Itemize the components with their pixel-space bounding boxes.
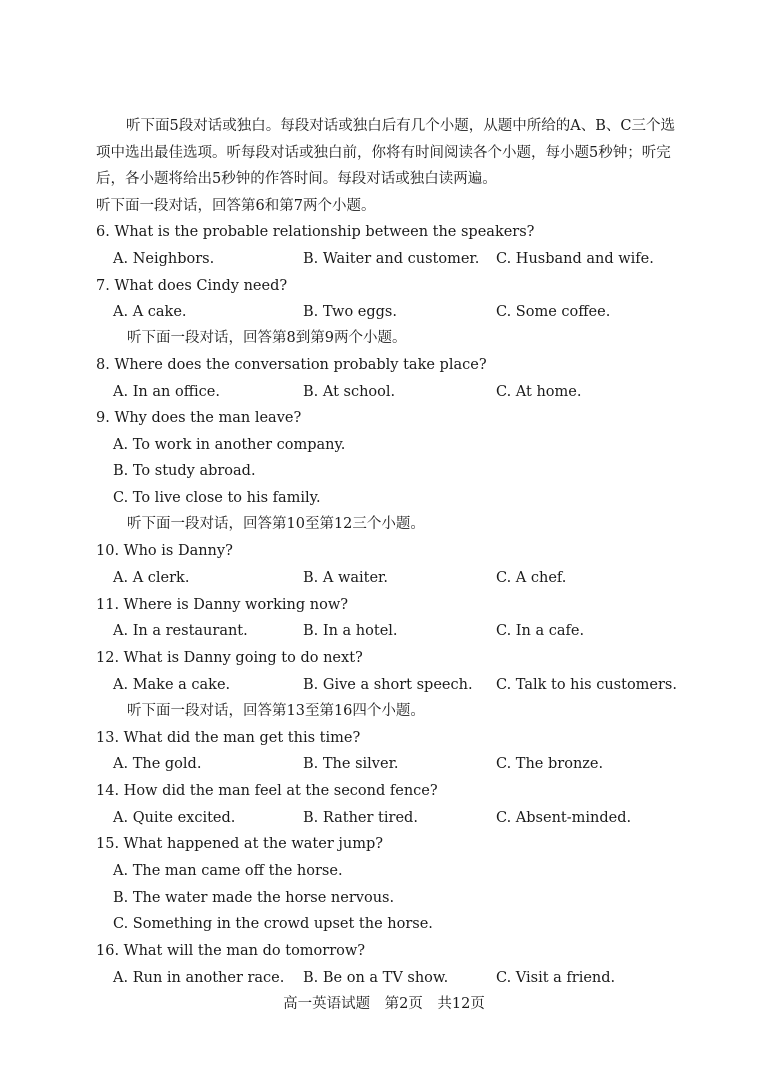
q7-option-b: B. Two eggs. xyxy=(303,304,397,320)
q11-option-c: C. In a cafe. xyxy=(496,623,585,639)
q9-option-b: B. To study abroad. xyxy=(113,463,256,479)
question-15: 15. What happened at the water jump? xyxy=(96,836,384,852)
q11-option-b: B. In a hotel. xyxy=(303,623,398,639)
q12-option-b: B. Give a short speech. xyxy=(303,677,473,693)
q16-option-c: C. Visit a friend. xyxy=(496,970,616,986)
question-16: 16. What will the man do tomorrow? xyxy=(96,943,366,959)
question-12: 12. What is Danny going to do next? xyxy=(96,650,363,666)
question-14: 14. How did the man feel at the second fence? xyxy=(96,783,438,799)
q12-option-a: A. Make a cake. xyxy=(113,677,231,693)
question-13: 13. What did the man get this time? xyxy=(96,730,361,746)
q6-option-a: A. Neighbors. xyxy=(113,251,215,267)
question-10: 10. Who is Danny? xyxy=(96,543,233,559)
q8-option-a: A. In an office. xyxy=(113,384,220,400)
section-heading-3: 听下面一段对话，回答第10至第12三个小题。 xyxy=(127,516,425,532)
q7-option-a: A. A cake. xyxy=(113,304,187,320)
q9-option-c: C. To live close to his family. xyxy=(113,490,321,506)
q10-option-a: A. A clerk. xyxy=(113,570,190,586)
question-7: 7. What does Cindy need? xyxy=(96,278,288,294)
q13-option-c: C. The bronze. xyxy=(496,756,604,772)
q10-option-b: B. A waiter. xyxy=(303,570,389,586)
page-footer: 高一英语试题 第2页 共12页 xyxy=(283,996,485,1012)
question-8: 8. Where does the conversation probably take place? xyxy=(96,357,487,373)
q9-option-a: A. To work in another company. xyxy=(113,437,346,453)
question-9: 9. Why does the man leave? xyxy=(96,410,302,426)
q15-option-b: B. The water made the horse nervous. xyxy=(113,890,395,906)
q13-option-b: B. The silver. xyxy=(303,756,399,772)
q10-option-c: C. A chef. xyxy=(496,570,567,586)
instructions-paragraph: 听下面5段对话或独白。每段对话或独白后有几个小题，从题中所给的A、B、C三个选项中选出最佳选项。听每段对话或独白前，你将有时间阅读各个小题，每小题5秒钟；听完后，各小题将给出5秒钟的作答时间。每段对话或独白读两遍。 xyxy=(96,118,675,187)
q7-option-c: C. Some coffee. xyxy=(496,304,611,320)
q16-option-b: B. Be on a TV show. xyxy=(303,970,449,986)
q11-option-a: A. In a restaurant. xyxy=(113,623,248,639)
q14-option-a: A. Quite excited. xyxy=(113,810,236,826)
section-heading-2: 听下面一段对话，回答第8到第9两个小题。 xyxy=(127,330,407,346)
question-6: 6. What is the probable relationship between the speakers? xyxy=(96,224,535,240)
q13-option-a: A. The gold. xyxy=(113,756,202,772)
q15-option-c: C. Something in the crowd upset the horse. xyxy=(113,916,433,932)
section-heading-1: 听下面一段对话，回答第6和第7两个小题。 xyxy=(96,198,376,214)
q8-option-b: B. At school. xyxy=(303,384,396,400)
question-11: 11. Where is Danny working now? xyxy=(96,597,349,613)
q6-option-c: C. Husband and wife. xyxy=(496,251,654,267)
q12-option-c: C. Talk to his customers. xyxy=(496,677,677,693)
q14-option-c: C. Absent-minded. xyxy=(496,810,632,826)
q8-option-c: C. At home. xyxy=(496,384,582,400)
section-heading-4: 听下面一段对话，回答第13至第16四个小题。 xyxy=(127,703,425,719)
q6-option-b: B. Waiter and customer. xyxy=(303,251,480,267)
q15-option-a: A. The man came off the horse. xyxy=(113,863,343,879)
q16-option-a: A. Run in another race. xyxy=(113,970,285,986)
q14-option-b: B. Rather tired. xyxy=(303,810,418,826)
